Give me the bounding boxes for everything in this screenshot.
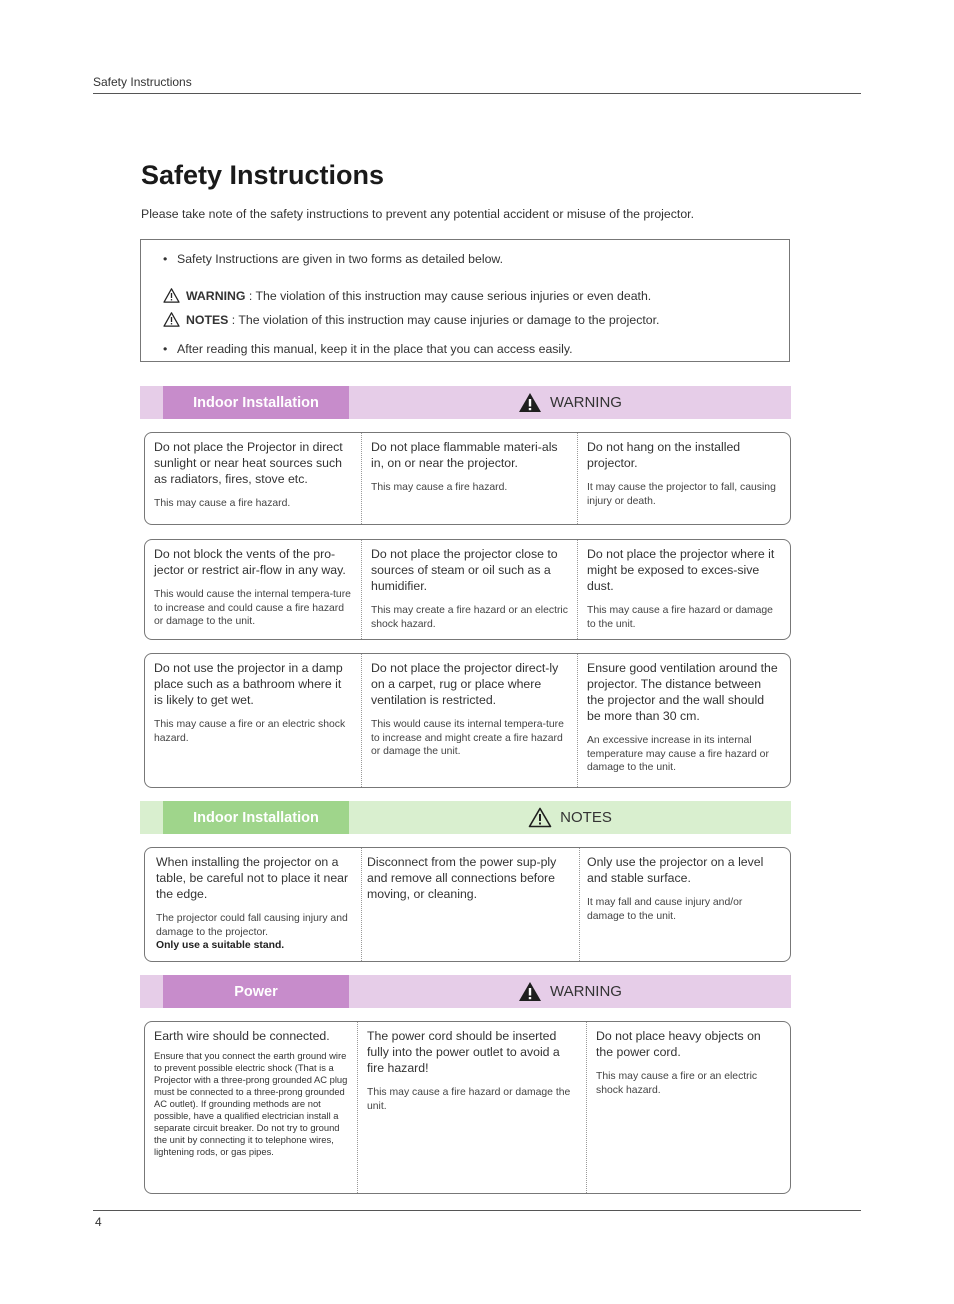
- card-main: Only use the projector on a level and stable surface.: [587, 855, 764, 885]
- card-sub: This would cause the internal tempera-ture to increase and could cause a fire hazard or damage to the unit.: [154, 589, 351, 627]
- warning-label: WARNING: [186, 288, 246, 303]
- safety-forms-box: [140, 239, 790, 362]
- warning-triangle-icon: [163, 288, 180, 303]
- forms-line-4: [163, 342, 573, 356]
- notes-label: NOTES: [186, 312, 229, 327]
- section-type-label: WARNING: [550, 983, 622, 1000]
- card-sub: This would cause its internal tempera-ture to increase and might create a fire hazard or damage the unit.: [371, 719, 564, 757]
- card-sub: An excessive increase in its internal temperature may cause a fire hazard or damage to the unit.: [587, 735, 769, 773]
- section-type-label: WARNING: [550, 394, 622, 411]
- card-main: Earth wire should be connected.: [154, 1029, 330, 1043]
- section-type: [349, 975, 791, 1008]
- card-main: Do not place the Projector in direct sunlight or near heat sources such as radiators, fires, stove etc.: [154, 440, 343, 486]
- card-row: [144, 539, 791, 640]
- section-bar-indoor-warning: [140, 386, 791, 419]
- section-bar-power-warning: [140, 975, 791, 1008]
- page-title: Safety Instructions: [141, 160, 385, 190]
- card-main: The power cord should be inserted fully into the power outlet to avoid a fire hazard!: [367, 1029, 560, 1075]
- forms-line-warning: [163, 288, 651, 303]
- running-header: Safety Instructions: [93, 75, 192, 89]
- card-cell: [361, 540, 577, 639]
- card-cell: [577, 540, 790, 639]
- card-cell: [145, 654, 361, 787]
- card-row: [144, 847, 791, 962]
- warning-triangle-icon: [163, 312, 180, 327]
- card-sub: This may cause a fire or an electric shock hazard.: [154, 719, 346, 744]
- card-cell: [577, 433, 790, 524]
- card-main: When installing the projector on a table, be careful not to place it near the edge.: [156, 855, 349, 901]
- card-sub: This may cause a fire hazard or damage to the unit.: [587, 605, 773, 630]
- card-sub: This may cause a fire hazard.: [371, 482, 508, 493]
- card-cell: [586, 1022, 790, 1193]
- section-tab: Power: [163, 975, 349, 1008]
- section-type-label: NOTES: [560, 809, 612, 826]
- card-cell: [357, 1022, 586, 1193]
- page-number: 4: [95, 1215, 102, 1229]
- card-cell: [145, 1022, 357, 1193]
- warning-triangle-icon: [518, 981, 542, 1002]
- card-cell: [145, 848, 361, 961]
- card-sub-bold: Only use a suitable stand.: [156, 940, 285, 951]
- warning-triangle-icon: [528, 807, 552, 828]
- warning-description: : The violation of this instruction may cause serious injuries or even death.: [245, 288, 652, 303]
- card-sub: This may cause a fire hazard or damage the unit.: [367, 1087, 571, 1112]
- forms-keep-manual-text: After reading this manual, keep it in the place that you can access easily.: [177, 342, 573, 356]
- card-main: Do not place the projector where it might be exposed to exces-sive dust.: [587, 547, 775, 593]
- card-main: Do not hang on the installed projector.: [587, 440, 741, 470]
- card-sub: It may cause the projector to fall, causing injury or death.: [587, 482, 776, 507]
- header-rule: [93, 93, 861, 94]
- card-cell: [361, 848, 579, 961]
- section-bar-indoor-notes: [140, 801, 791, 834]
- card-main: Disconnect from the power sup-ply and remove all connections before moving, or cleaning.: [367, 855, 557, 901]
- card-row: [144, 432, 791, 525]
- card-main: Do not place the projector close to sources of steam or oil such as a humidifier.: [371, 547, 558, 593]
- card-cell: [361, 433, 577, 524]
- card-sub: This may cause a fire or an electric shock hazard.: [596, 1071, 758, 1096]
- card-row: [144, 653, 791, 788]
- section-tab: Indoor Installation: [163, 801, 349, 834]
- forms-line-1: [163, 252, 503, 266]
- warning-triangle-icon: [518, 392, 542, 413]
- forms-intro-text: Safety Instructions are given in two forms as detailed below.: [177, 252, 504, 266]
- section-type: [349, 386, 791, 419]
- card-cell: [145, 540, 361, 639]
- card-cell: [579, 848, 790, 961]
- bullet: •: [163, 342, 168, 356]
- card-main: Do not use the projector in a damp place such as a bathroom where it is likely to get wet.: [154, 661, 343, 707]
- card-sub: It may fall and cause injury and/or damage to the unit.: [587, 897, 743, 922]
- card-cell: [361, 654, 577, 787]
- card-row: [144, 1021, 791, 1194]
- card-cell: [145, 433, 361, 524]
- notes-description: : The violation of this instruction may cause injuries or damage to the projector.: [228, 312, 660, 327]
- card-main: Do not place heavy objects on the power cord.: [596, 1029, 761, 1059]
- footer-rule: [93, 1210, 861, 1211]
- intro-text: Please take note of the safety instructions to prevent any potential accident or misuse of the projector.: [141, 207, 694, 221]
- card-main: Ensure good ventilation around the projector. The distance between the projector and the wall should be more than 30 cm.: [587, 661, 778, 723]
- card-sub: This may create a fire hazard or an electric shock hazard.: [371, 605, 568, 630]
- section-tab: Indoor Installation: [163, 386, 349, 419]
- card-sub: This may cause a fire hazard.: [154, 498, 291, 509]
- card-main: Do not block the vents of the pro-jector or restrict air-flow in any way.: [154, 547, 346, 577]
- card-cell: [577, 654, 790, 787]
- card-main: Do not place flammable materi-als in, on or near the projector.: [371, 440, 558, 470]
- forms-line-notes: [163, 312, 659, 327]
- card-sub: The projector could fall causing injury and damage to the projector.: [156, 913, 348, 938]
- card-sub: Ensure that you connect the earth ground wire to prevent possible electric shock (That is a Projector with a three-prong grounded AC plug must be connected to a three-prong grounded AC outlet). If grounding methods are not possible, have a qualified electrician install a separate circuit breaker. Do not try to ground the unit by connecting it to telephone wires, lightening rods, or gas pipes.: [154, 1050, 348, 1157]
- bullet: •: [163, 252, 168, 266]
- section-type: [349, 801, 791, 834]
- card-main: Do not place the projector direct-ly on a carpet, rug or place where ventilation is restricted.: [371, 661, 559, 707]
